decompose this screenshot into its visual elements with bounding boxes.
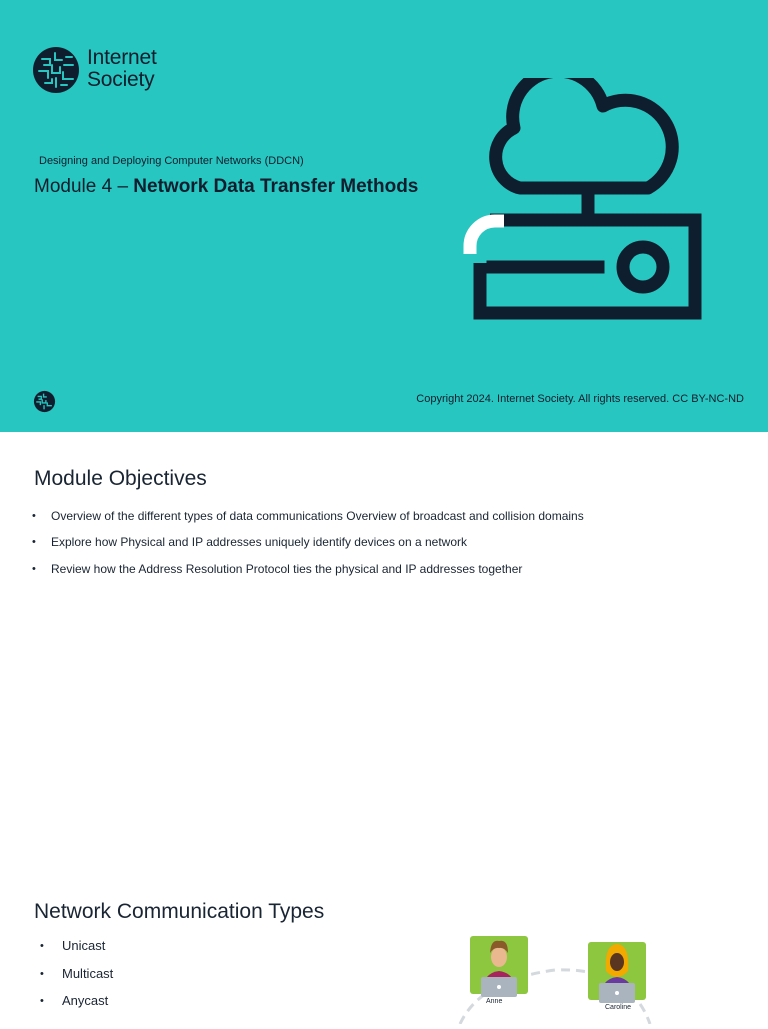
title-slide xyxy=(0,0,768,432)
communication-types-title: Network Communication Types xyxy=(34,900,325,923)
internet-society-logo xyxy=(33,45,183,97)
module-name: Network Data Transfer Methods xyxy=(133,176,419,197)
brand-name-line1: Internet xyxy=(87,46,157,69)
person-label-anne: Anne xyxy=(486,998,503,1005)
list-item: • Explore how Physical and IP addresses uniquely identify devices on a network xyxy=(32,534,584,560)
communication-types-list xyxy=(40,937,113,1020)
list-item: • Multicast xyxy=(40,965,113,993)
anne-avatar-icon xyxy=(470,933,528,997)
copyright-notice: Copyright 2024. Internet Society. All rights reserved. CC BY-NC-ND xyxy=(416,393,744,405)
person-label-caroline: Caroline xyxy=(605,1004,632,1011)
list-item: • Anycast xyxy=(40,992,113,1020)
cloud-server-icon xyxy=(458,78,708,326)
list-item: • Overview of the different types of data communications Overview of broadcast and collision domains xyxy=(32,508,584,534)
objectives-title: Module Objectives xyxy=(34,467,207,490)
objectives-list xyxy=(32,508,584,587)
people-illustration xyxy=(455,925,665,1024)
list-item: • Unicast xyxy=(40,937,113,965)
module-prefix: Module 4 – xyxy=(34,176,134,197)
course-name: Designing and Deploying Computer Networks (DDCN) xyxy=(39,155,304,167)
list-item: • Review how the Address Resolution Protocol ties the physical and IP addresses together xyxy=(32,561,584,587)
brand-name-line2: Society xyxy=(87,68,155,91)
globe-logo-icon xyxy=(33,45,81,95)
brand-wordmark xyxy=(87,47,157,91)
caroline-avatar-icon xyxy=(588,939,646,1003)
module-title xyxy=(34,176,418,198)
small-globe-logo-icon xyxy=(33,390,56,413)
